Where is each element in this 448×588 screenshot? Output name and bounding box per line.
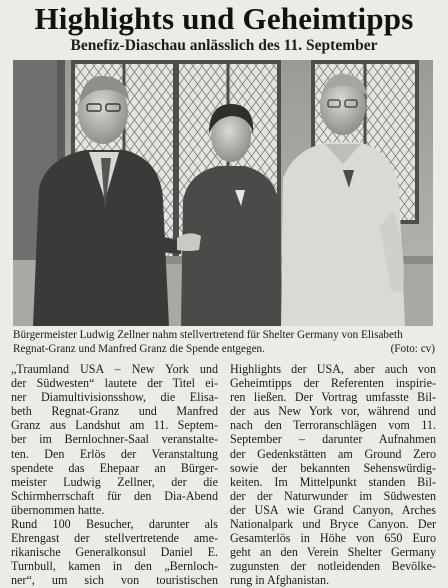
text-line: der Gedenkstätten am Ground Zero	[230, 446, 436, 461]
text-line: Turnbull, kamen in den „Bernloch-	[11, 559, 218, 574]
text-line: zugunsten der notleidenden Bevölke-	[230, 559, 436, 574]
photo-caption-block	[13, 328, 435, 356]
text-line: der USA wie Grand Canyon, Arches	[230, 502, 436, 517]
text-line: ner Diamultivisionsshow, die Elisa-	[11, 390, 218, 405]
text-line: rikanische Generalkonsul Daniel E.	[11, 545, 218, 560]
text-line: ber im Bernlochner-Saal veranstalte-	[11, 432, 218, 447]
article-headline: Highlights und Geheimtipps	[34, 1, 414, 36]
text-line: Geheimtipps der Referenten inspirie-	[230, 376, 436, 391]
text-line: „Traumland USA – New York und	[11, 362, 218, 376]
text-line: übernommen hatte.	[11, 502, 105, 517]
text-line: der aus New York vor, während und	[230, 404, 436, 419]
text-line: ten. Den Erlös der Veranstaltung	[11, 446, 218, 461]
text-line: rung in Afghanistan.	[230, 573, 330, 588]
text-line: ren ließen. Der Vortrag umfasste Bil-	[230, 390, 436, 405]
text-line: September – darunter Aufnahmen	[230, 432, 436, 447]
photo-caption: Bürgermeister Ludwig Zellner nahm stellvertretend für Shelter Germany von Elisabeth Regnat-Granz und Manfred Granz die Spende entgegen.	[13, 329, 403, 355]
text-line: beth Regnat-Granz und Manfred	[11, 404, 218, 419]
text-line: ner“, um sich von touristischen	[11, 573, 218, 588]
article-column-right	[230, 362, 436, 588]
photo-illustration	[13, 60, 433, 326]
text-line: Nationalpark und Bryce Canyon. Der	[230, 517, 436, 532]
text-line: nach den Terroranschlägen vom 11.	[230, 418, 436, 433]
text-line: Ehrengast der stellvertretende ame-	[11, 531, 218, 546]
text-line: Gesamterlös in Höhe von 650 Euro	[230, 531, 436, 546]
text-line: der der Naturwunder im Südwesten	[230, 488, 436, 503]
text-line: Schirmherrschaft für den Dia-Abend	[11, 488, 218, 503]
text-line: Highlights der USA, aber auch von	[230, 362, 436, 376]
text-line: keiten. Im Mittelpunkt standen Bil-	[230, 474, 436, 489]
text-line: sowie der bekannten Sehenswürdig-	[230, 460, 436, 475]
text-line: spendete das Ehepaar an Bürger-	[11, 460, 218, 475]
article-photo	[13, 60, 433, 326]
article-column-left	[11, 362, 218, 588]
text-line: der Südwesten“ lautete der Titel ei-	[11, 376, 218, 391]
photo-credit: (Foto: cv)	[390, 343, 435, 355]
article-subheadline: Benefiz-Diaschau anlässlich des 11. September	[70, 37, 378, 54]
text-line: geht an den Verein Shelter Germany	[230, 545, 436, 560]
text-line: Granz aus Landshut am 11. Septem-	[11, 418, 218, 433]
text-line: Rund 100 Besucher, darunter als	[11, 517, 218, 532]
text-line: meister Ludwig Zellner, der die	[11, 474, 218, 489]
